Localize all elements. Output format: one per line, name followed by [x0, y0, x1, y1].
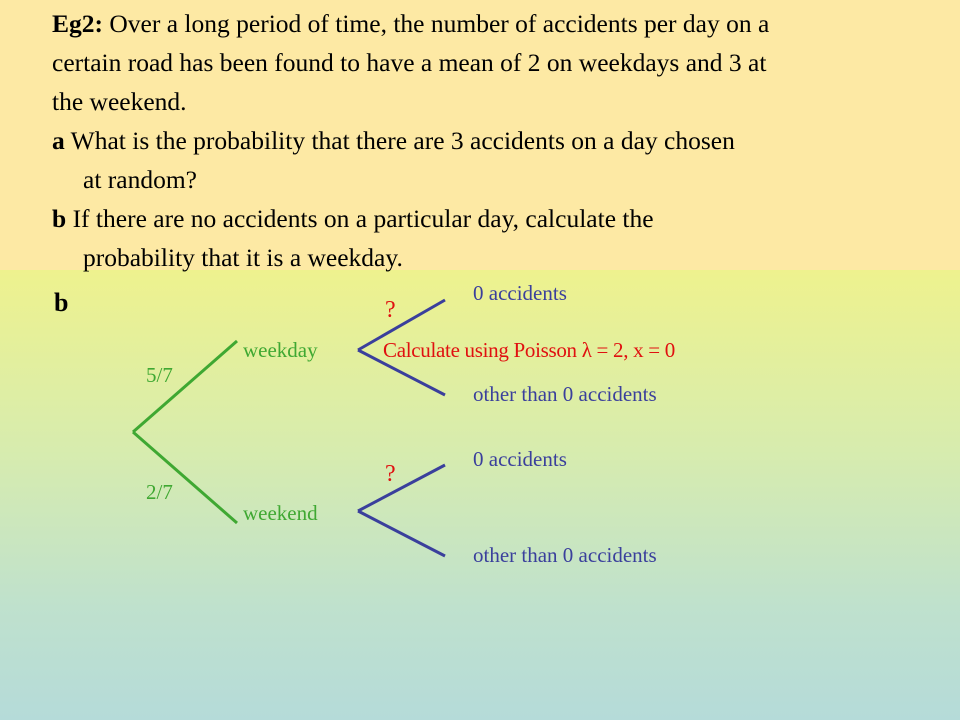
weekend-other-accidents: other than 0 accidents — [473, 543, 657, 567]
question-line-1: Eg2: Over a long period of time, the number of accidents per day on a — [52, 9, 770, 38]
part-b-letter: b — [52, 204, 67, 233]
part-b-line-2: probability that it is a weekday. — [83, 243, 403, 272]
prob-weekend: 2/7 — [146, 480, 173, 504]
part-a-line-2: at random? — [83, 165, 197, 194]
prob-weekday: 5/7 — [146, 363, 173, 387]
part-b-line-1: b If there are no accidents on a particular day, calculate the — [52, 204, 654, 233]
weekday-other-accidents: other than 0 accidents — [473, 382, 657, 406]
question-line-2: certain road has been found to have a mean of 2 on weekdays and 3 at — [52, 48, 767, 77]
part-a-line-1: a What is the probability that there are 3 accidents on a day chosen — [52, 126, 735, 155]
outcome-weekend: weekend — [243, 501, 318, 525]
branch-weekend-0-accidents — [358, 465, 445, 511]
example-label: Eg2: — [52, 9, 103, 38]
weekend-0-accidents: 0 accidents — [473, 447, 567, 471]
branch-weekend-other — [358, 511, 445, 556]
part-a-letter: a — [52, 126, 65, 155]
solution-part-label: b — [54, 288, 69, 317]
question-line-3: the weekend. — [52, 87, 187, 116]
poisson-note: Calculate using Poisson λ = 2, x = 0 — [383, 338, 675, 362]
weekday-0-accidents: 0 accidents — [473, 281, 567, 305]
weekend-unknown-probability: ? — [385, 461, 396, 487]
branch-weekend — [133, 432, 237, 523]
outcome-weekday: weekday — [243, 338, 318, 362]
weekday-unknown-probability: ? — [385, 297, 396, 323]
